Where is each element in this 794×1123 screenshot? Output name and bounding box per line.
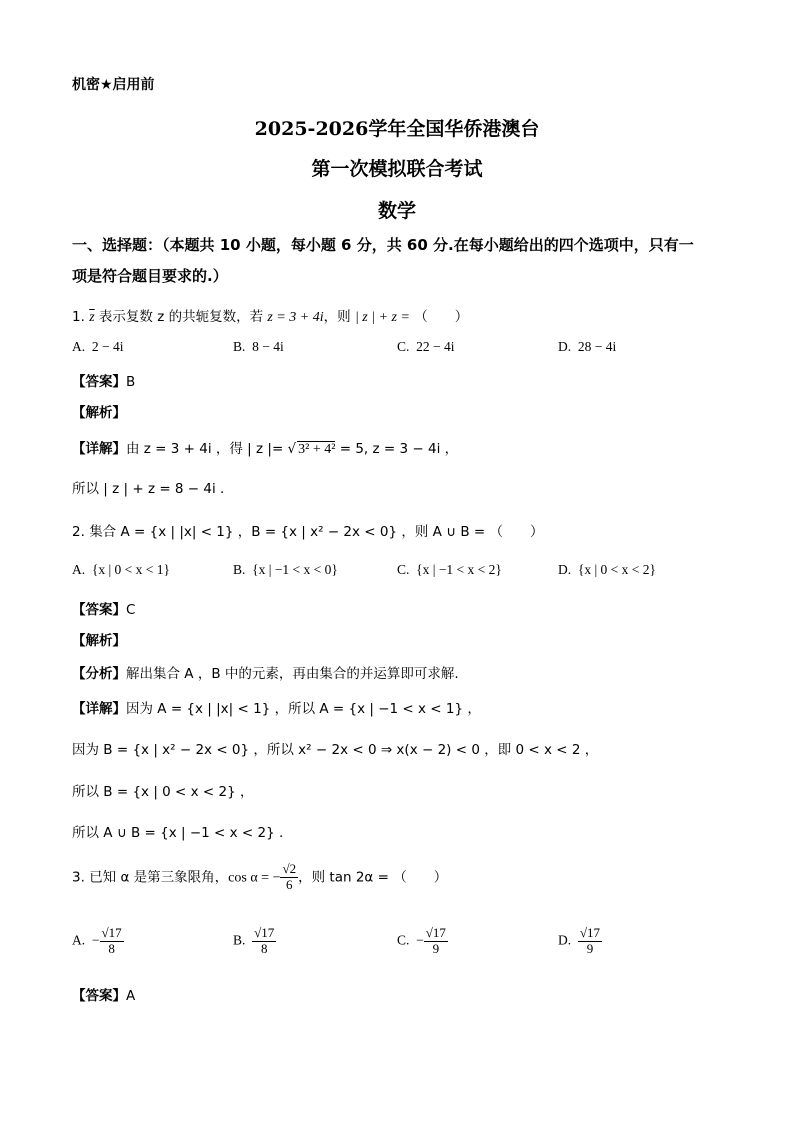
q3-option-a[interactable]: A. − $\frac{√17}{8}$ [72,925,122,956]
answer-blank: （ ） [414,309,469,325]
q3-option-c[interactable]: C. − $\frac{√17}{9}$ [397,925,446,956]
q2-option-d[interactable]: D. {x | 0 < x < 2} [558,562,657,577]
q2-detail-line3: 所以 B = {x | 0 < x < 2} ， [72,784,254,800]
question-2 [72,520,544,540]
exam-title-line1: 2025-2026学年全国华侨港澳台 [254,118,540,140]
q2-fenxi: 【分析】解出集合 A ，B 中的元素，再由集合的并运算即可求解. [72,666,459,682]
question-text: 集合 A = {x | |x| < 1} ，B = {x | x² − 2x < 0} ，则 A ∪ B = （ ） [89,524,544,540]
q1-detail-line1: 【详解】由 z = 3 + 4i ，得 | z |= √ 3² + 4² = 5, z = 3 − 4i ， [72,441,459,457]
section-heading: 一、选择题：（本题共 10 小题，每小题 6 分，共 60 分.在每小题给出的四个选项中，只有一 [72,236,694,254]
q2-analysis-label: 【解析】 [72,633,126,649]
question-text: 已知 α 是第三象限角， [89,869,229,886]
question-number: 2. [72,524,85,540]
q2-detail-line4: 所以 A ∪ B = {x | −1 < x < 2} . [72,825,284,841]
q1-option-d[interactable]: D. 28 − 4i [558,339,617,354]
question-1 [72,305,468,326]
q2-option-b[interactable]: B. {x | −1 < x < 0} [233,562,338,577]
question-number: 1. [72,309,85,325]
q2-option-a[interactable]: A. {x | 0 < x < 1} [72,562,171,577]
question-text: 表示复数 z 的共轭复数，若 [94,309,268,325]
q1-answer: 【答案】B [72,374,136,390]
question-expr: z = 3 + 4i [267,310,324,325]
confidential-label: 机密★启用前 [72,77,155,93]
question-text-cont: ，则 [323,309,355,325]
q2-answer: 【答案】C [72,602,136,618]
question-number: 3. [72,869,85,886]
q2-detail-line1: 【详解】因为 A = {x | |x| < 1} ，所以 A = {x | −1 < x < 1} ， [72,701,481,717]
question-3 [72,862,447,893]
q3-answer: 【答案】A [72,988,136,1004]
q1-analysis-label: 【解析】 [72,405,126,421]
q1-option-b[interactable]: B. 8 − 4i [233,339,284,354]
q2-option-c[interactable]: C. {x | −1 < x < 2} [397,562,502,577]
q1-detail-line2: 所以 | z | + z = 8 − 4i . [72,481,225,497]
question-expr-2: | z | + z = [354,310,410,325]
q3-option-b[interactable]: B. $\frac{√17}{8}$ [233,925,275,956]
fraction: $\frac{√2}{6}$ [282,861,297,892]
exam-title-line2: 第一次模拟联合考试 [311,158,483,180]
question-expr: cos α = − [228,870,281,886]
section-heading-cont: 项是符合题目要求的.） [72,267,228,285]
q3-option-d[interactable]: D. $\frac{√17}{9}$ [558,925,601,956]
question-text-cont: ，则 tan 2α = （ ） [298,869,448,886]
q1-option-a[interactable]: A. 2 − 4i [72,339,124,354]
q2-detail-line2: 因为 B = {x | x² − 2x < 0} ，所以 x² − 2x < 0 ⇒ x(x − 2) < 0 ，即 0 < x < 2 ， [72,742,599,758]
subject-title: 数学 [377,200,416,222]
conjugate-symbol: $\overline{z}$ [89,310,95,325]
q1-option-c[interactable]: C. 22 − 4i [397,339,455,354]
